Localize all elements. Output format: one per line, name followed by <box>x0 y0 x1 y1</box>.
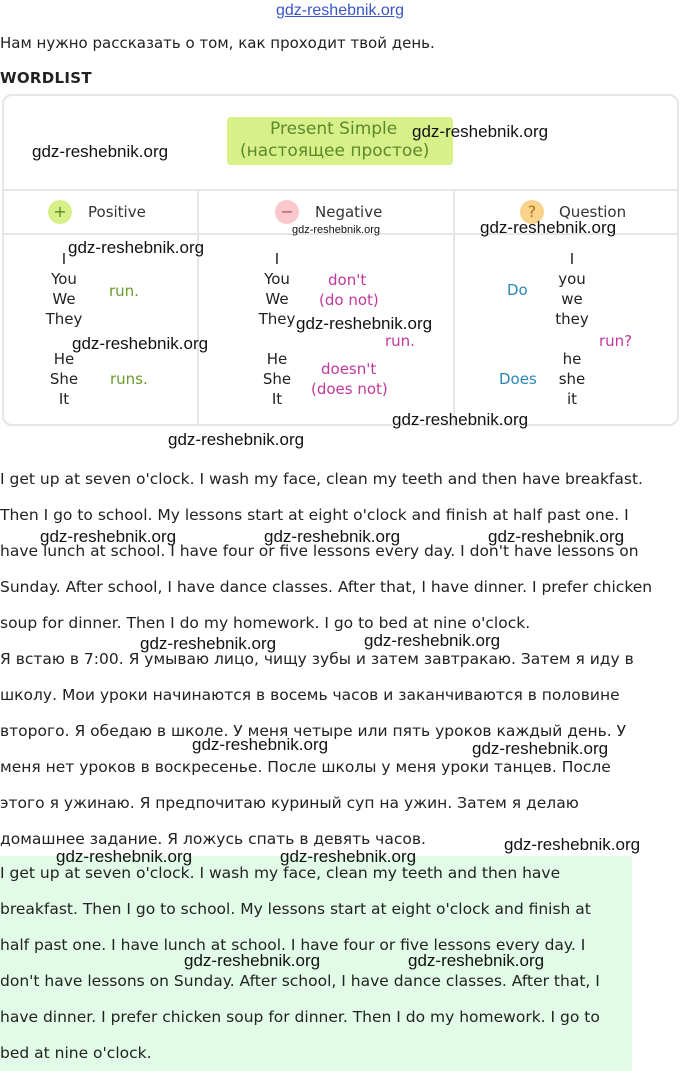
site-link[interactable]: gdz-reshebnik.org <box>275 2 405 19</box>
answer-line: I get up at seven o'clock. I wash my face, clean my teeth and then have <box>0 864 561 882</box>
watermark: gdz-reshebnik.org <box>296 314 433 333</box>
russian-line: меня нет уроков в воскресенье. После школы у меня уроки танцев. После <box>0 758 611 776</box>
pronoun: You <box>51 270 77 288</box>
verb: run. <box>385 332 415 350</box>
russian-line: этого я ужинаю. Я предпочитаю куриный суп на ужин. Затем я делаю <box>0 794 579 812</box>
intro-text: Нам нужно рассказать о том, как проходит твой день. <box>0 34 435 52</box>
watermark: gdz-reshebnik.org <box>192 735 329 754</box>
watermark: gdz-reshebnik.org <box>32 142 169 161</box>
english-line: soup for dinner. Then I do my homework. I go to bed at nine o'clock. <box>0 614 531 632</box>
answer-line: breakfast. Then I go to school. My lessons start at eight o'clock and finish at <box>0 900 591 918</box>
watermark: gdz-reshebnik.org <box>68 238 205 257</box>
pronoun: I <box>569 250 575 268</box>
answer-line: half past one. I have lunch at school. I have four or five lessons every day. I <box>0 936 586 954</box>
watermark: gdz-reshebnik.org <box>488 527 625 546</box>
divider <box>453 190 455 426</box>
pronoun: they <box>555 310 589 328</box>
watermark: gdz-reshebnik.org <box>280 847 417 866</box>
plus-icon: + <box>48 200 72 224</box>
divider <box>197 190 199 426</box>
pronoun: I <box>61 250 67 268</box>
russian-line: второго. Я обедаю в школе. У меня четыре или пять уроков каждый день. У <box>0 722 627 740</box>
aux: doesn't <box>321 360 377 378</box>
answer-line: bed at nine o'clock. <box>0 1044 152 1062</box>
aux: don't <box>328 271 367 289</box>
watermark: gdz-reshebnik.org <box>56 847 193 866</box>
divider <box>2 189 679 191</box>
pronoun: They <box>45 310 83 328</box>
aux: (do not) <box>319 291 379 309</box>
pronoun: it <box>566 390 578 408</box>
pronoun: You <box>264 270 290 288</box>
watermark: gdz-reshebnik.org <box>168 430 305 449</box>
english-line: Then I go to school. My lessons start at eight o'clock and finish at half past one. I <box>0 506 629 524</box>
verb: runs. <box>110 370 148 388</box>
watermark: gdz-reshebnik.org <box>184 951 321 970</box>
russian-line: Я встаю в 7:00. Я умываю лицо, чищу зубы и затем завтракаю. Затем я иду в <box>0 650 634 668</box>
watermark: gdz-reshebnik.org <box>472 739 609 758</box>
watermark: gdz-reshebnik.org <box>408 951 545 970</box>
aux: Does <box>499 370 537 388</box>
pronoun: I <box>274 250 280 268</box>
answer-line: don't have lessons on Sunday. After school, I have dance classes. After that, I <box>0 972 600 990</box>
wordlist-heading: WORDLIST <box>0 69 92 87</box>
pronoun: He <box>53 350 75 368</box>
minus-icon: − <box>275 200 299 224</box>
watermark: gdz-reshebnik.org <box>364 631 501 650</box>
watermark: gdz-reshebnik.org <box>412 122 549 141</box>
positive-header: Positive <box>88 203 146 221</box>
pronoun: He <box>266 350 288 368</box>
pronoun: It <box>58 390 70 408</box>
title-en: Present Simple <box>270 119 398 139</box>
verb: run. <box>109 282 139 300</box>
watermark: gdz-reshebnik.org <box>392 410 529 429</box>
english-line: have lunch at school. I have four or five lessons every day. I don't have lessons on <box>0 542 639 560</box>
answer-line: have dinner. I prefer chicken soup for dinner. Then I do my homework. I go to <box>0 1008 600 1026</box>
pronoun: They <box>258 310 296 328</box>
watermark: gdz-reshebnik.org <box>264 527 401 546</box>
pronoun: he <box>562 350 582 368</box>
watermark: gdz-reshebnik.org <box>72 334 209 353</box>
pronoun: She <box>262 370 292 388</box>
question-header: Question <box>559 203 627 221</box>
aux: (does not) <box>311 380 388 398</box>
pronoun: we <box>561 290 583 308</box>
watermark: gdz-reshebnik.org <box>140 634 277 653</box>
verb: run? <box>599 332 633 350</box>
watermark: gdz-reshebnik.org <box>504 835 641 854</box>
pronoun: She <box>49 370 79 388</box>
title-ru: (настоящее простое) <box>240 141 430 161</box>
aux: Do <box>507 281 528 299</box>
english-line: Sunday. After school, I have dance classes. After that, I have dinner. I prefer chicken <box>0 578 653 596</box>
negative-header: Negative <box>315 203 383 221</box>
pronoun: We <box>52 290 76 308</box>
pronoun: she <box>558 370 586 388</box>
watermark: gdz-reshebnik.org <box>40 527 177 546</box>
watermark: gdz-reshebnik.org <box>292 224 381 236</box>
english-line: I get up at seven o'clock. I wash my face, clean my teeth and then have breakfast. <box>0 470 643 488</box>
russian-line: школу. Мои уроки начинаются в восемь часов и заканчиваются в половине <box>0 686 620 704</box>
watermark: gdz-reshebnik.org <box>480 218 617 237</box>
pronoun: It <box>271 390 283 408</box>
russian-line: домашнее задание. Я ложусь спать в девять часов. <box>0 830 426 848</box>
pronoun: you <box>558 270 586 288</box>
question-icon: ? <box>520 200 544 224</box>
pronoun: We <box>265 290 289 308</box>
